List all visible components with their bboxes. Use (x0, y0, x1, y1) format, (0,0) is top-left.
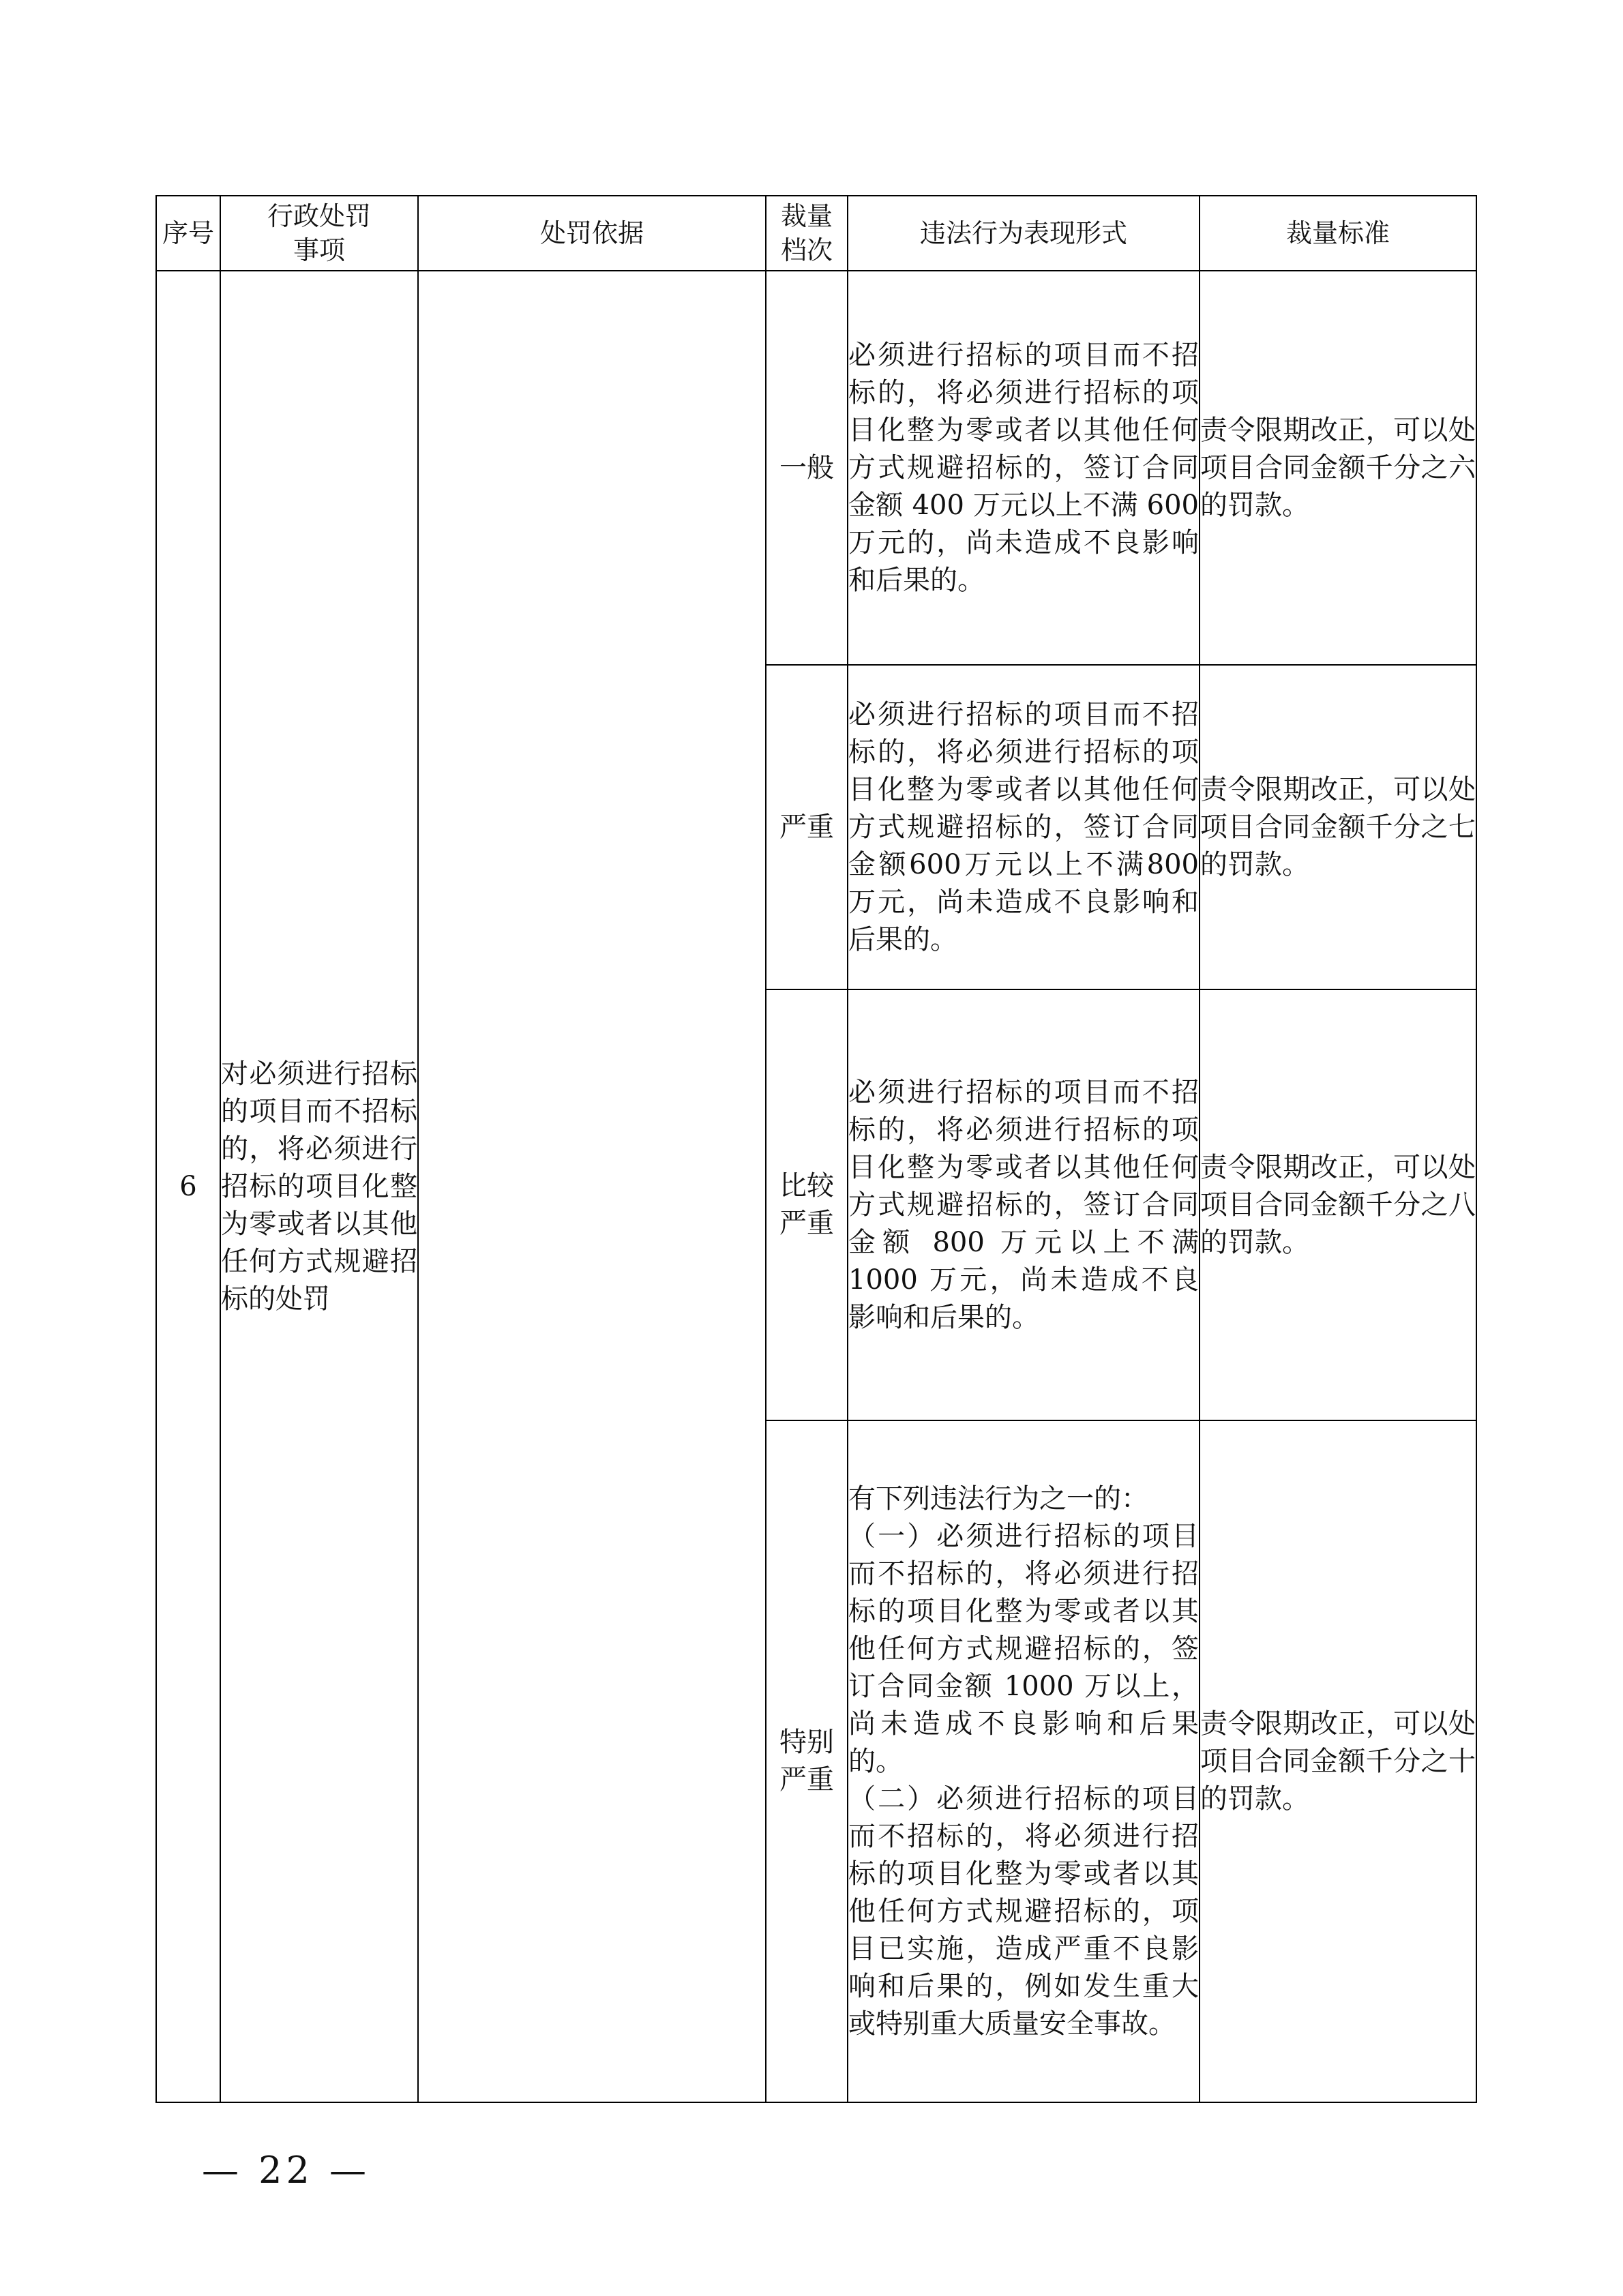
level-cell: 比较 严重 (766, 989, 848, 1420)
standard-cell: 责令限期改正，可以处项目合同金额千分之六的罚款。 (1200, 271, 1476, 665)
header-item: 行政处罚 事项 (220, 196, 418, 271)
standard-cell: 责令限期改正，可以处项目合同金额千分之十的罚款。 (1200, 1420, 1476, 2102)
header-no: 序号 (156, 196, 220, 271)
level-cell: 一般 (766, 271, 848, 665)
form-cell: 必须进行招标的项目而不招标的，将必须进行招标的项目化整为零或者以其他任何方式规避招标的，签订合同金额 800 万元以上不满 1000 万元，尚未造成不良影响和后果的。 (848, 989, 1200, 1420)
form-cell: 必须进行招标的项目而不招标的，将必须进行招标的项目化整为零或者以其他任何方式规避招标的，签订合同金额 400 万元以上不满 600 万元的，尚未造成不良影响和后果的。 (848, 271, 1200, 665)
penalty-table (155, 195, 1477, 2103)
level-cell: 特别 严重 (766, 1420, 848, 2102)
table-row (156, 271, 1476, 665)
page-number: — 22 — (202, 2149, 371, 2192)
standard-cell: 责令限期改正，可以处项目合同金额千分之七的罚款。 (1200, 665, 1476, 989)
form-cell: 有下列违法行为之一的： （一）必须进行招标的项目而不招标的，将必须进行招标的项目化整为零或者以其他任何方式规避招标的，签订合同金额 1000 万以上，尚未造成不良影响和后果的。 （二）必须进行招标的项目而不招标的，将必须进行招标的项目化整为零或者以其他任何方式规避招标的，项目已实施，造成严重不良影响和后果的，例如发生重大或特别重大质量安全事故。 (848, 1420, 1200, 2102)
form-cell: 必须进行招标的项目而不招标的，将必须进行招标的项目化整为零或者以其他任何方式规避招标的，签订合同金额600万元以上不满800 万元，尚未造成不良影响和后果的。 (848, 665, 1200, 989)
row-item: 对必须进行招标的项目而不招标的，将必须进行招标的项目化整为零或者以其他任何方式规避招标的处罚 (220, 271, 418, 2102)
row-no: 6 (156, 271, 220, 2102)
header-form: 违法行为表现形式 (848, 196, 1200, 271)
level-cell: 严重 (766, 665, 848, 989)
header-standard: 裁量标准 (1200, 196, 1476, 271)
table-header-row (156, 196, 1476, 271)
header-level: 裁量 档次 (766, 196, 848, 271)
row-basis (418, 271, 766, 2102)
header-basis: 处罚依据 (418, 196, 766, 271)
standard-cell: 责令限期改正，可以处项目合同金额千分之八的罚款。 (1200, 989, 1476, 1420)
